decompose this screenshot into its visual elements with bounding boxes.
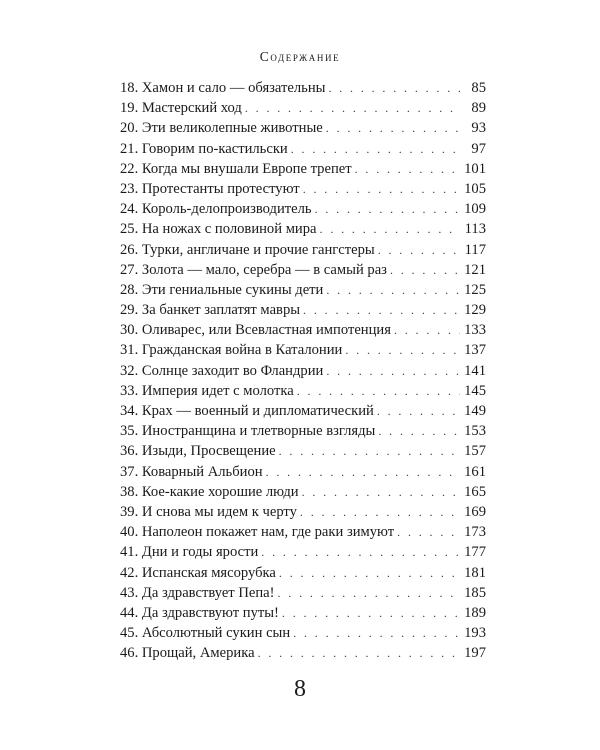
- toc-entry-page: 129: [464, 302, 486, 319]
- toc-entry-page: 177: [464, 544, 486, 561]
- toc-entry-title: 43. Да здравствует Пепа!: [120, 584, 275, 601]
- toc-entry-page: 181: [464, 564, 486, 581]
- toc-entry-title: 40. Наполеон покажет нам, где раки зимуют: [120, 524, 395, 541]
- toc-dot-leader: [326, 361, 460, 381]
- toc-dot-leader: [320, 219, 460, 239]
- toc-entry: [120, 542, 486, 562]
- toc-dot-leader: [378, 421, 460, 441]
- toc-entry-title: 29. За банкет заплатят мавры: [120, 302, 301, 319]
- toc-entry-page: 137: [464, 342, 486, 359]
- toc-dot-leader: [279, 563, 460, 583]
- toc-entry: [120, 462, 486, 482]
- toc-entry-page: 101: [464, 160, 486, 177]
- toc-dot-leader: [394, 320, 460, 340]
- toc-entry-page: 125: [464, 281, 486, 298]
- toc-entry-title: 33. Империя идет с молотка: [120, 382, 294, 399]
- toc-entry: [120, 361, 486, 381]
- toc-dot-leader: [245, 98, 460, 118]
- toc-entry: [120, 522, 486, 542]
- toc-entry-title: 19. Мастерский ход: [120, 100, 242, 117]
- toc-entry: [120, 381, 486, 401]
- toc-entry-title: 44. Да здравствуют путы!: [120, 604, 279, 621]
- toc-entry-page: 89: [471, 100, 486, 117]
- toc-dot-leader: [266, 462, 460, 482]
- toc-dot-leader: [303, 179, 460, 199]
- toc-dot-leader: [326, 280, 460, 300]
- toc-entry: [120, 159, 486, 179]
- toc-entry-page: 185: [464, 584, 486, 601]
- table-of-contents: [120, 78, 486, 663]
- page-number: 8: [294, 676, 306, 702]
- toc-dot-leader: [378, 240, 460, 260]
- toc-entry-title: 28. Эти гениальные сукины дети: [120, 281, 324, 298]
- toc-entry-title: 25. На ножах с половиной мира: [120, 221, 317, 238]
- toc-entry: [120, 482, 486, 502]
- toc-entry-page: 85: [471, 80, 486, 96]
- toc-entry: [120, 441, 486, 461]
- toc-entry-page: 93: [471, 120, 486, 137]
- toc-dot-leader: [293, 623, 460, 643]
- toc-entry-title: 37. Коварный Альбион: [120, 463, 263, 480]
- toc-entry-title: 31. Гражданская война в Каталонии: [120, 342, 343, 359]
- toc-entry-title: 22. Когда мы внушали Европе трепет: [120, 160, 352, 177]
- toc-entry: [120, 199, 486, 219]
- toc-entry-page: 165: [464, 483, 486, 500]
- toc-entry: [120, 179, 486, 199]
- toc-entry: [120, 603, 486, 623]
- toc-entry-page: 169: [464, 503, 486, 520]
- toc-entry-title: 34. Крах — военный и дипломатический: [120, 403, 374, 419]
- toc-entry-page: 133: [464, 322, 486, 339]
- toc-entry-page: 121: [464, 261, 486, 278]
- toc-entry-page: 193: [464, 625, 486, 642]
- toc-entry-page: 113: [464, 221, 486, 238]
- toc-dot-leader: [377, 401, 460, 421]
- toc-entry: [120, 320, 486, 340]
- toc-entry-page: 149: [464, 403, 486, 419]
- toc-entry: [120, 300, 486, 320]
- toc-entry: [120, 643, 486, 663]
- toc-dot-leader: [297, 381, 460, 401]
- toc-entry-title: 27. Золота — мало, серебра — в самый раз: [120, 261, 387, 278]
- toc-entry: [120, 118, 486, 138]
- toc-dot-leader: [300, 502, 460, 522]
- toc-entry: [120, 98, 486, 118]
- toc-entry: [120, 623, 486, 643]
- toc-entry-page: 161: [464, 463, 486, 480]
- toc-dot-leader: [282, 603, 460, 623]
- toc-entry: [120, 421, 486, 441]
- toc-entry: [120, 240, 486, 260]
- toc-entry-page: 117: [464, 241, 486, 258]
- toc-dot-leader: [328, 78, 460, 98]
- toc-entry-page: 157: [464, 443, 486, 460]
- toc-entry-title: 41. Дни и годы ярости: [120, 544, 259, 561]
- toc-entry-title: 24. Король-делопроизводитель: [120, 201, 312, 218]
- toc-entry: [120, 502, 486, 522]
- toc-entry-title: 46. Прощай, Америка: [120, 645, 255, 662]
- toc-entry: [120, 139, 486, 159]
- toc-entry-title: 18. Хамон и сало — обязательны: [120, 80, 326, 96]
- toc-dot-leader: [261, 542, 460, 562]
- toc-entry-title: 20. Эти великолепные животные: [120, 120, 323, 137]
- toc-entry-page: 197: [464, 645, 486, 662]
- toc-dot-leader: [291, 139, 460, 159]
- toc-dot-leader: [315, 199, 460, 219]
- toc-entry-page: 105: [464, 180, 486, 197]
- toc-entry: [120, 563, 486, 583]
- toc-entry-title: 42. Испанская мясорубка: [120, 564, 276, 581]
- toc-dot-leader: [303, 300, 460, 320]
- toc-entry-title: 32. Солнце заходит во Фландрии: [120, 362, 324, 379]
- toc-entry: [120, 78, 486, 98]
- toc-entry-title: 35. Иностранщина и тлетворные взгляды: [120, 423, 376, 440]
- toc-dot-leader: [302, 482, 460, 502]
- toc-dot-leader: [278, 583, 461, 603]
- toc-dot-leader: [326, 118, 460, 138]
- toc-entry-title: 26. Турки, англичане и прочие гангстеры: [120, 241, 375, 258]
- toc-entry: [120, 280, 486, 300]
- toc-entry: [120, 401, 486, 421]
- toc-entry-page: 145: [464, 382, 486, 399]
- toc-dot-leader: [390, 260, 460, 280]
- toc-entry-page: 153: [464, 423, 486, 440]
- toc-entry: [120, 340, 486, 360]
- toc-entry-page: 141: [464, 362, 486, 379]
- toc-entry-title: 39. И снова мы идем к черту: [120, 503, 297, 520]
- toc-entry-page: 97: [471, 140, 486, 157]
- toc-entry-title: 38. Кое-какие хорошие люди: [120, 483, 299, 500]
- page-header: Содержание: [259, 49, 341, 64]
- toc-entry-title: 45. Абсолютный сукин сын: [120, 625, 291, 642]
- toc-dot-leader: [258, 643, 460, 663]
- toc-entry-page: 189: [464, 604, 486, 621]
- toc-entry-page: 173: [464, 524, 486, 541]
- toc-dot-leader: [279, 441, 460, 461]
- toc-entry: [120, 219, 486, 239]
- toc-entry: [120, 260, 486, 280]
- toc-dot-leader: [397, 522, 460, 542]
- toc-entry-title: 21. Говорим по-кастильски: [120, 140, 288, 157]
- toc-entry-title: 30. Оливарес, или Всевластная импотенция: [120, 322, 391, 339]
- toc-dot-leader: [345, 340, 460, 360]
- toc-entry-page: 109: [464, 201, 486, 218]
- toc-entry-title: 36. Изыди, Просвещение: [120, 443, 276, 460]
- toc-entry-title: 23. Протестанты протестуют: [120, 180, 300, 197]
- toc-dot-leader: [355, 159, 460, 179]
- toc-entry: [120, 583, 486, 603]
